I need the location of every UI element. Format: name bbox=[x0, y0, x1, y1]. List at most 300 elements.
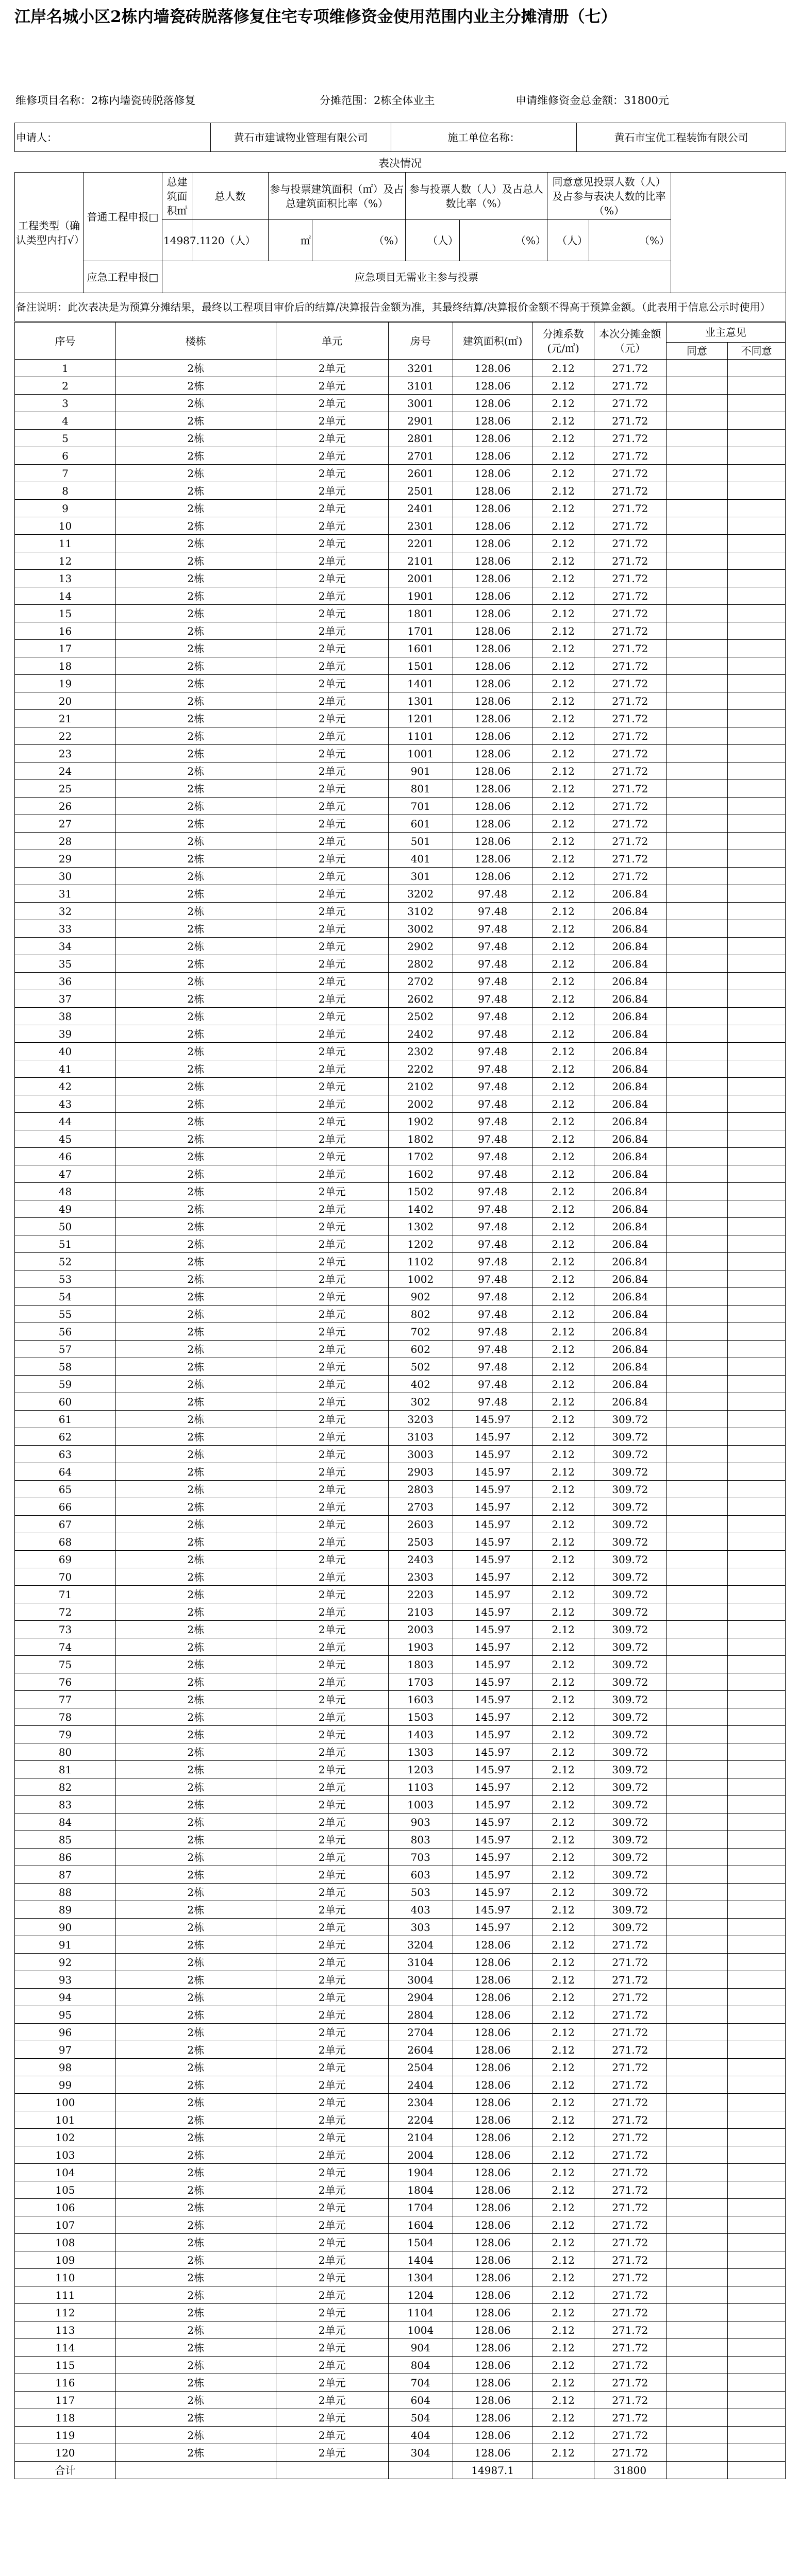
disagree-cell[interactable] bbox=[728, 1743, 786, 1761]
disagree-cell[interactable] bbox=[728, 2041, 786, 2059]
agree-cell[interactable] bbox=[666, 2164, 727, 2181]
agree-cell[interactable] bbox=[666, 1954, 727, 1971]
row-area: 128.06 bbox=[453, 2199, 532, 2216]
disagree-cell[interactable] bbox=[728, 1656, 786, 1673]
agree-cell[interactable] bbox=[666, 412, 727, 430]
row-coeff: 2.12 bbox=[532, 2181, 594, 2199]
agree-cell[interactable] bbox=[666, 2111, 727, 2129]
disagree-cell[interactable] bbox=[728, 1393, 786, 1411]
agree-cell[interactable] bbox=[666, 710, 727, 727]
disagree-cell[interactable] bbox=[728, 1183, 786, 1200]
agree-cell[interactable] bbox=[666, 2427, 727, 2444]
agree-cell[interactable] bbox=[666, 1235, 727, 1253]
agree-cell[interactable] bbox=[666, 1358, 727, 1376]
disagree-cell[interactable] bbox=[728, 2374, 786, 2392]
agree-cell[interactable] bbox=[666, 1971, 727, 1989]
disagree-cell[interactable] bbox=[728, 1200, 786, 1218]
row-area: 97.48 bbox=[453, 1060, 532, 1078]
agree-cell[interactable] bbox=[666, 2269, 727, 2286]
disagree-cell[interactable] bbox=[728, 2357, 786, 2374]
disagree-cell[interactable] bbox=[728, 1866, 786, 1884]
disagree-cell[interactable] bbox=[728, 1323, 786, 1341]
disagree-cell[interactable] bbox=[728, 762, 786, 780]
row-coeff: 2.12 bbox=[532, 868, 594, 885]
agree-cell[interactable] bbox=[666, 1568, 727, 1586]
disagree-cell[interactable] bbox=[728, 1936, 786, 1954]
disagree-cell[interactable] bbox=[728, 727, 786, 745]
disagree-cell[interactable] bbox=[728, 833, 786, 850]
disagree-cell[interactable] bbox=[728, 1481, 786, 1498]
disagree-cell[interactable] bbox=[728, 2286, 786, 2304]
row-seq: 111 bbox=[15, 2286, 116, 2304]
agree-cell[interactable] bbox=[666, 1183, 727, 1200]
agree-cell[interactable] bbox=[666, 1025, 727, 1043]
agree-cell[interactable] bbox=[666, 973, 727, 990]
agree-cell[interactable] bbox=[666, 587, 727, 605]
agree-cell[interactable] bbox=[666, 1673, 727, 1691]
disagree-cell[interactable] bbox=[728, 2269, 786, 2286]
disagree-cell[interactable] bbox=[728, 657, 786, 675]
disagree-cell[interactable] bbox=[728, 500, 786, 517]
disagree-cell[interactable] bbox=[728, 885, 786, 903]
agree-cell[interactable] bbox=[666, 535, 727, 552]
row-building: 2栋 bbox=[115, 1726, 276, 1743]
agree-cell[interactable] bbox=[666, 2286, 727, 2304]
disagree-cell[interactable] bbox=[728, 955, 786, 973]
disagree-cell[interactable] bbox=[728, 1008, 786, 1025]
disagree-cell[interactable] bbox=[728, 1428, 786, 1446]
disagree-cell[interactable] bbox=[728, 1621, 786, 1638]
agree-cell[interactable] bbox=[666, 1130, 727, 1148]
disagree-cell[interactable] bbox=[728, 552, 786, 570]
disagree-cell[interactable] bbox=[728, 2339, 786, 2357]
agree-cell[interactable] bbox=[666, 1306, 727, 1323]
disagree-cell[interactable] bbox=[728, 640, 786, 657]
disagree-cell[interactable] bbox=[728, 1376, 786, 1393]
agree-cell[interactable] bbox=[666, 675, 727, 692]
agree-cell[interactable] bbox=[666, 868, 727, 885]
table-row bbox=[15, 2199, 786, 2216]
agree-cell[interactable] bbox=[666, 1919, 727, 1936]
agree-cell[interactable] bbox=[666, 2041, 727, 2059]
table-row bbox=[15, 745, 786, 762]
agree-cell[interactable] bbox=[666, 1481, 727, 1498]
row-amount: 309.72 bbox=[594, 1568, 666, 1586]
row-coeff: 2.12 bbox=[532, 727, 594, 745]
disagree-cell[interactable] bbox=[728, 1989, 786, 2006]
row-building: 2栋 bbox=[115, 2041, 276, 2059]
disagree-cell[interactable] bbox=[728, 2006, 786, 2024]
disagree-cell[interactable] bbox=[728, 2146, 786, 2164]
row-coeff: 2.12 bbox=[532, 1656, 594, 1673]
agree-cell[interactable] bbox=[666, 955, 727, 973]
agree-cell[interactable] bbox=[666, 500, 727, 517]
agree-cell[interactable] bbox=[666, 1113, 727, 1130]
disagree-cell[interactable] bbox=[728, 1796, 786, 1814]
agree-cell[interactable] bbox=[666, 2076, 727, 2094]
disagree-cell[interactable] bbox=[728, 1341, 786, 1358]
disagree-cell[interactable] bbox=[728, 1218, 786, 1235]
row-unit: 2单元 bbox=[276, 1113, 388, 1130]
agree-cell[interactable] bbox=[666, 1761, 727, 1778]
disagree-cell[interactable] bbox=[728, 850, 786, 868]
disagree-cell[interactable] bbox=[728, 2409, 786, 2427]
disagree-cell[interactable] bbox=[728, 2059, 786, 2076]
agree-cell[interactable] bbox=[666, 1078, 727, 1095]
disagree-cell[interactable] bbox=[728, 2129, 786, 2146]
disagree-cell[interactable] bbox=[728, 447, 786, 465]
disagree-cell[interactable] bbox=[728, 1358, 786, 1376]
agree-cell[interactable] bbox=[666, 1095, 727, 1113]
row-area: 128.06 bbox=[453, 552, 532, 570]
disagree-cell[interactable] bbox=[728, 2251, 786, 2269]
agree-cell[interactable] bbox=[666, 552, 727, 570]
agree-cell[interactable] bbox=[666, 2181, 727, 2199]
agree-cell[interactable] bbox=[666, 1043, 727, 1060]
row-area: 128.06 bbox=[453, 745, 532, 762]
row-building: 2栋 bbox=[115, 517, 276, 535]
row-area: 128.06 bbox=[453, 762, 532, 780]
disagree-cell[interactable] bbox=[728, 1761, 786, 1778]
agree-cell[interactable] bbox=[666, 465, 727, 482]
agree-cell[interactable] bbox=[666, 762, 727, 780]
disagree-cell[interactable] bbox=[728, 990, 786, 1008]
disagree-cell[interactable] bbox=[728, 798, 786, 815]
agree-cell[interactable] bbox=[666, 1638, 727, 1656]
agree-cell[interactable] bbox=[666, 1849, 727, 1866]
agree-cell[interactable] bbox=[666, 2146, 727, 2164]
emergency-project-checkbox[interactable]: 应急工程申报□ bbox=[84, 261, 162, 293]
agree-cell[interactable] bbox=[666, 1708, 727, 1726]
disagree-cell[interactable] bbox=[728, 1901, 786, 1919]
agree-cell[interactable] bbox=[666, 1148, 727, 1165]
row-seq: 13 bbox=[15, 570, 116, 587]
disagree-cell[interactable] bbox=[728, 903, 786, 920]
row-amount: 271.72 bbox=[594, 2129, 666, 2146]
disagree-cell[interactable] bbox=[728, 2199, 786, 2216]
row-unit: 2单元 bbox=[276, 552, 388, 570]
disagree-cell[interactable] bbox=[728, 1270, 786, 1288]
agree-cell[interactable] bbox=[666, 780, 727, 798]
disagree-cell[interactable] bbox=[728, 692, 786, 710]
row-area: 97.48 bbox=[453, 1043, 532, 1060]
row-unit: 2单元 bbox=[276, 1954, 388, 1971]
agree-cell[interactable] bbox=[666, 1866, 727, 1884]
agree-cell[interactable] bbox=[666, 1253, 727, 1270]
agree-cell[interactable] bbox=[666, 1551, 727, 1568]
disagree-cell[interactable] bbox=[728, 1078, 786, 1095]
agree-cell[interactable] bbox=[666, 1393, 727, 1411]
agree-cell[interactable] bbox=[666, 920, 727, 938]
disagree-cell[interactable] bbox=[728, 868, 786, 885]
disagree-cell[interactable] bbox=[728, 1533, 786, 1551]
disagree-cell[interactable] bbox=[728, 2321, 786, 2339]
agree-cell[interactable] bbox=[666, 430, 727, 447]
disagree-cell[interactable] bbox=[728, 675, 786, 692]
disagree-cell[interactable] bbox=[728, 1673, 786, 1691]
disagree-cell[interactable] bbox=[728, 2234, 786, 2251]
agree-cell[interactable] bbox=[666, 798, 727, 815]
disagree-cell[interactable] bbox=[728, 395, 786, 412]
agree-cell[interactable] bbox=[666, 2059, 727, 2076]
row-unit: 2单元 bbox=[276, 2374, 388, 2392]
agree-cell[interactable] bbox=[666, 1814, 727, 1831]
disagree-cell[interactable] bbox=[728, 2111, 786, 2129]
total-blank bbox=[666, 2462, 727, 2479]
disagree-cell[interactable] bbox=[728, 1814, 786, 1831]
disagree-cell[interactable] bbox=[728, 1778, 786, 1796]
disagree-cell[interactable] bbox=[728, 1095, 786, 1113]
agree-cell[interactable] bbox=[666, 395, 727, 412]
disagree-cell[interactable] bbox=[728, 2427, 786, 2444]
agree-cell[interactable] bbox=[666, 1778, 727, 1796]
disagree-cell[interactable] bbox=[728, 1411, 786, 1428]
agree-cell[interactable] bbox=[666, 1656, 727, 1673]
disagree-cell[interactable] bbox=[728, 587, 786, 605]
disagree-cell[interactable] bbox=[728, 973, 786, 990]
row-amount: 309.72 bbox=[594, 1796, 666, 1814]
project-name: 维修项目名称：2栋内墙瓷砖脱落修复 bbox=[15, 94, 196, 107]
agree-cell[interactable] bbox=[666, 990, 727, 1008]
row-room: 501 bbox=[388, 833, 453, 850]
agree-cell[interactable] bbox=[666, 447, 727, 465]
agree-cell[interactable] bbox=[666, 1463, 727, 1481]
disagree-cell[interactable] bbox=[728, 377, 786, 395]
normal-project-checkbox[interactable]: 普通工程申报□ bbox=[84, 173, 162, 261]
agree-cell[interactable] bbox=[666, 2304, 727, 2321]
agree-cell[interactable] bbox=[666, 640, 727, 657]
agree-cell[interactable] bbox=[666, 1411, 727, 1428]
agree-cell[interactable] bbox=[666, 622, 727, 640]
disagree-cell[interactable] bbox=[728, 1498, 786, 1516]
agree-cell[interactable] bbox=[666, 2251, 727, 2269]
agree-cell[interactable] bbox=[666, 1796, 727, 1814]
agree-cell[interactable] bbox=[666, 2392, 727, 2409]
agree-cell[interactable] bbox=[666, 605, 727, 622]
agree-cell[interactable] bbox=[666, 2234, 727, 2251]
disagree-cell[interactable] bbox=[728, 1288, 786, 1306]
disagree-cell[interactable] bbox=[728, 1113, 786, 1130]
row-coeff: 2.12 bbox=[532, 2041, 594, 2059]
disagree-cell[interactable] bbox=[728, 1971, 786, 1989]
disagree-cell[interactable] bbox=[728, 1919, 786, 1936]
agree-cell[interactable] bbox=[666, 1603, 727, 1621]
row-unit: 2单元 bbox=[276, 1200, 388, 1218]
agree-cell[interactable] bbox=[666, 1533, 727, 1551]
disagree-cell[interactable] bbox=[728, 2094, 786, 2111]
agree-cell[interactable] bbox=[666, 2199, 727, 2216]
row-area: 128.06 bbox=[453, 360, 532, 377]
agree-cell[interactable] bbox=[666, 2006, 727, 2024]
disagree-cell[interactable] bbox=[728, 938, 786, 955]
agree-cell[interactable] bbox=[666, 1691, 727, 1708]
agree-cell[interactable] bbox=[666, 2374, 727, 2392]
agree-cell[interactable] bbox=[666, 1884, 727, 1901]
agree-cell[interactable] bbox=[666, 1831, 727, 1849]
agree-cell[interactable] bbox=[666, 815, 727, 833]
agree-cell[interactable] bbox=[666, 1200, 727, 1218]
disagree-cell[interactable] bbox=[728, 1235, 786, 1253]
agree-cell[interactable] bbox=[666, 2129, 727, 2146]
agree-cell[interactable] bbox=[666, 1726, 727, 1743]
agree-cell[interactable] bbox=[666, 1743, 727, 1761]
agree-cell[interactable] bbox=[666, 360, 727, 377]
table-row bbox=[15, 1270, 786, 1288]
agree-cell[interactable] bbox=[666, 1008, 727, 1025]
disagree-cell[interactable] bbox=[728, 2216, 786, 2234]
disagree-cell[interactable] bbox=[728, 360, 786, 377]
agree-cell[interactable] bbox=[666, 1586, 727, 1603]
agree-cell[interactable] bbox=[666, 1428, 727, 1446]
disagree-cell[interactable] bbox=[728, 622, 786, 640]
disagree-cell[interactable] bbox=[728, 1043, 786, 1060]
row-seq: 9 bbox=[15, 500, 116, 517]
disagree-cell[interactable] bbox=[728, 1884, 786, 1901]
agree-cell[interactable] bbox=[666, 692, 727, 710]
agree-cell[interactable] bbox=[666, 1446, 727, 1463]
agree-cell[interactable] bbox=[666, 1936, 727, 1954]
disagree-cell[interactable] bbox=[728, 2444, 786, 2462]
disagree-cell[interactable] bbox=[728, 710, 786, 727]
row-seq: 40 bbox=[15, 1043, 116, 1060]
agree-cell[interactable] bbox=[666, 1218, 727, 1235]
agree-cell[interactable] bbox=[666, 1323, 727, 1341]
agree-cell[interactable] bbox=[666, 1901, 727, 1919]
disagree-cell[interactable] bbox=[728, 1568, 786, 1586]
row-room: 2402 bbox=[388, 1025, 453, 1043]
disagree-cell[interactable] bbox=[728, 1025, 786, 1043]
disagree-cell[interactable] bbox=[728, 1551, 786, 1568]
disagree-cell[interactable] bbox=[728, 1954, 786, 1971]
row-area: 97.48 bbox=[453, 1253, 532, 1270]
agree-cell[interactable] bbox=[666, 1060, 727, 1078]
agree-cell[interactable] bbox=[666, 517, 727, 535]
agree-cell[interactable] bbox=[666, 833, 727, 850]
disagree-cell[interactable] bbox=[728, 2076, 786, 2094]
row-building: 2栋 bbox=[115, 1743, 276, 1761]
disagree-cell[interactable] bbox=[728, 1708, 786, 1726]
disagree-cell[interactable] bbox=[728, 1060, 786, 1078]
agree-cell[interactable] bbox=[666, 745, 727, 762]
disagree-cell[interactable] bbox=[728, 1849, 786, 1866]
disagree-cell[interactable] bbox=[728, 1586, 786, 1603]
disagree-cell[interactable] bbox=[728, 535, 786, 552]
agree-cell[interactable] bbox=[666, 2321, 727, 2339]
row-coeff: 2.12 bbox=[532, 2164, 594, 2181]
row-amount: 309.72 bbox=[594, 1481, 666, 1498]
agree-cell[interactable] bbox=[666, 1376, 727, 1393]
row-amount: 309.72 bbox=[594, 1831, 666, 1849]
agree-cell[interactable] bbox=[666, 1498, 727, 1516]
row-coeff: 2.12 bbox=[532, 2392, 594, 2409]
disagree-cell[interactable] bbox=[728, 1130, 786, 1148]
row-building: 2栋 bbox=[115, 1989, 276, 2006]
row-unit: 2单元 bbox=[276, 2234, 388, 2251]
agree-cell[interactable] bbox=[666, 885, 727, 903]
agree-cell[interactable] bbox=[666, 1288, 727, 1306]
row-unit: 2单元 bbox=[276, 2251, 388, 2269]
agree-cell[interactable] bbox=[666, 2216, 727, 2234]
disagree-cell[interactable] bbox=[728, 1306, 786, 1323]
agree-cell[interactable] bbox=[666, 1341, 727, 1358]
disagree-cell[interactable] bbox=[728, 1516, 786, 1533]
disagree-cell[interactable] bbox=[728, 1638, 786, 1656]
agree-cell[interactable] bbox=[666, 482, 727, 500]
agree-cell[interactable] bbox=[666, 377, 727, 395]
disagree-cell[interactable] bbox=[728, 745, 786, 762]
disagree-cell[interactable] bbox=[728, 412, 786, 430]
disagree-cell[interactable] bbox=[728, 815, 786, 833]
disagree-cell[interactable] bbox=[728, 2181, 786, 2199]
row-seq: 2 bbox=[15, 377, 116, 395]
disagree-cell[interactable] bbox=[728, 1726, 786, 1743]
row-building: 2栋 bbox=[115, 990, 276, 1008]
disagree-cell[interactable] bbox=[728, 430, 786, 447]
disagree-cell[interactable] bbox=[728, 1831, 786, 1849]
disagree-cell[interactable] bbox=[728, 1165, 786, 1183]
row-unit: 2单元 bbox=[276, 2269, 388, 2286]
disagree-cell[interactable] bbox=[728, 2024, 786, 2041]
agree-cell[interactable] bbox=[666, 657, 727, 675]
agree-cell[interactable] bbox=[666, 2094, 727, 2111]
row-room: 1703 bbox=[388, 1673, 453, 1691]
disagree-cell[interactable] bbox=[728, 1691, 786, 1708]
disagree-cell[interactable] bbox=[728, 517, 786, 535]
disagree-cell[interactable] bbox=[728, 605, 786, 622]
agree-cell[interactable] bbox=[666, 1165, 727, 1183]
row-unit: 2单元 bbox=[276, 1691, 388, 1708]
table-row bbox=[15, 1954, 786, 1971]
disagree-cell[interactable] bbox=[728, 1148, 786, 1165]
row-building: 2栋 bbox=[115, 1814, 276, 1831]
agree-cell[interactable] bbox=[666, 2357, 727, 2374]
row-unit: 2单元 bbox=[276, 1919, 388, 1936]
disagree-cell[interactable] bbox=[728, 465, 786, 482]
agree-cell[interactable] bbox=[666, 2024, 727, 2041]
disagree-cell[interactable] bbox=[728, 920, 786, 938]
agree-cell[interactable] bbox=[666, 2409, 727, 2427]
disagree-cell[interactable] bbox=[728, 1463, 786, 1481]
disagree-cell[interactable] bbox=[728, 1446, 786, 1463]
disagree-cell[interactable] bbox=[728, 1603, 786, 1621]
disagree-cell[interactable] bbox=[728, 2304, 786, 2321]
vote-area-pct: （%） bbox=[312, 220, 406, 261]
disagree-cell[interactable] bbox=[728, 2164, 786, 2181]
row-area: 145.97 bbox=[453, 1901, 532, 1919]
disagree-cell[interactable] bbox=[728, 780, 786, 798]
disagree-cell[interactable] bbox=[728, 2392, 786, 2409]
row-seq: 85 bbox=[15, 1831, 116, 1849]
agree-cell[interactable] bbox=[666, 1989, 727, 2006]
disagree-cell[interactable] bbox=[728, 570, 786, 587]
agree-cell[interactable] bbox=[666, 850, 727, 868]
row-room: 1301 bbox=[388, 692, 453, 710]
disagree-cell[interactable] bbox=[728, 1253, 786, 1270]
agree-cell[interactable] bbox=[666, 727, 727, 745]
agree-cell[interactable] bbox=[666, 2339, 727, 2357]
agree-cell[interactable] bbox=[666, 1516, 727, 1533]
agree-cell[interactable] bbox=[666, 2444, 727, 2462]
agree-cell[interactable] bbox=[666, 1621, 727, 1638]
row-area: 128.06 bbox=[453, 605, 532, 622]
row-amount: 206.84 bbox=[594, 1113, 666, 1130]
row-coeff: 2.12 bbox=[532, 955, 594, 973]
agree-cell[interactable] bbox=[666, 1270, 727, 1288]
agree-cell[interactable] bbox=[666, 938, 727, 955]
agree-cell[interactable] bbox=[666, 903, 727, 920]
agree-cell[interactable] bbox=[666, 570, 727, 587]
disagree-cell[interactable] bbox=[728, 482, 786, 500]
